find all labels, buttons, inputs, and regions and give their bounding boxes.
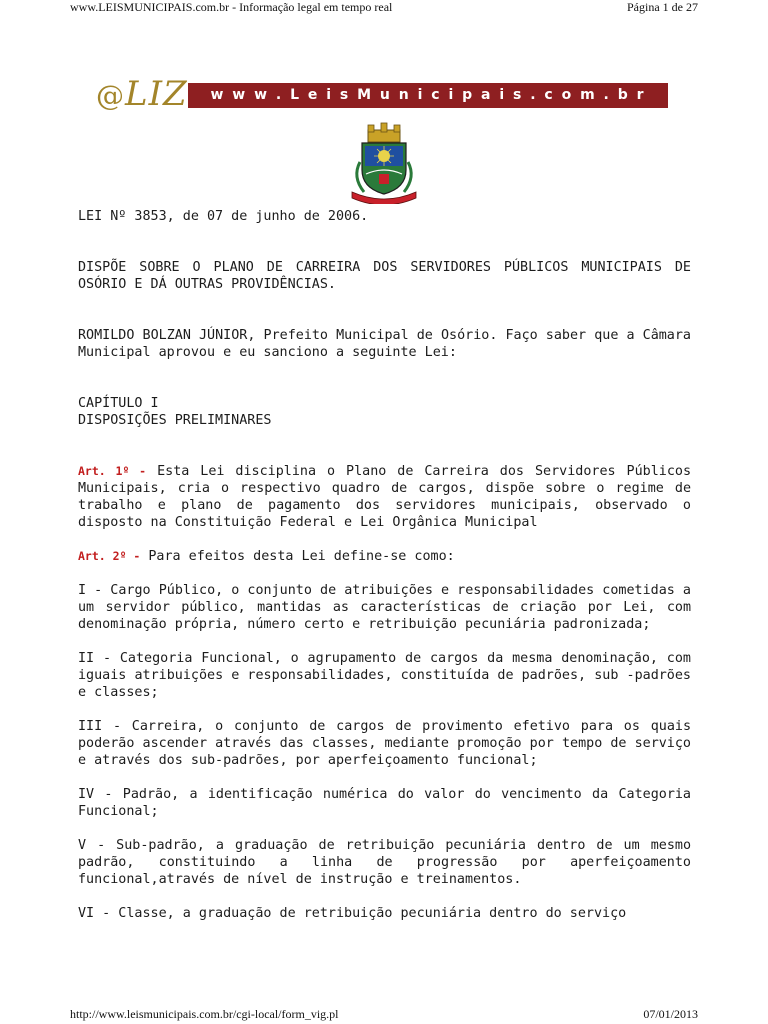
- print-header-page-number: Página 1 de 27: [627, 0, 698, 14]
- article-2: [78, 548, 691, 565]
- article-1-label: Art. 1º -: [78, 464, 147, 478]
- municipal-coat-of-arms-icon: [346, 122, 422, 204]
- law-title: LEI Nº 3853, de 07 de junho de 2006.: [78, 209, 369, 224]
- chapter-title: DISPOSIÇÕES PRELIMINARES: [78, 413, 272, 428]
- article-2-text: Para efeitos desta Lei define-se como:: [148, 549, 455, 564]
- liz-logo: [96, 76, 188, 112]
- site-banner: [96, 76, 668, 112]
- article-2-label: Art. 2º -: [78, 549, 141, 563]
- article-2-item: IV - Padrão, a identificação numérica do valor do vencimento da Categoria Funcional;: [78, 787, 691, 819]
- article-1: [78, 463, 691, 531]
- article-1-text: Esta Lei disciplina o Plano de Carreira dos Servidores Públicos Municipais, cria o respectivo quadro de cargos, dispõe sobre o regime de trabalho e plano de pagamento dos servidores municipais, observado o disposto na Constituição Federal e Lei Orgânica Municipal: [78, 464, 692, 530]
- logo-text: LIZ: [125, 74, 188, 114]
- article-2-item: I - Cargo Público, o conjunto de atribuições e responsabilidades cometidas a um servidor público, mantidas as características de criação por Lei, com denominação própria, número certo e retribuição pecuniária padronizada;: [78, 583, 691, 632]
- print-footer: [70, 1006, 698, 1022]
- article-2-item: V - Sub-padrão, a graduação de retribuição pecuniária dentro de um mesmo padrão, constituindo a linha de progressão por aperfeiçoamento funcional,através de nível de instrução e treinamentos.: [78, 838, 691, 887]
- chapter-number: CAPÍTULO I: [78, 396, 159, 411]
- print-header-site: www.LEISMUNICIPAIS.com.br - Informação legal em tempo real: [70, 0, 393, 14]
- article-2-item: II - Categoria Funcional, o agrupamento de cargos da mesma denominação, com iguais atribuições e responsabilidades, constituída de padrões, sub -padrões e classes;: [78, 651, 691, 700]
- law-ementa: DISPÕE SOBRE O PLANO DE CARREIRA DOS SERVIDORES PÚBLICOS MUNICIPAIS DE OSÓRIO E DÁ OUTRAS PROVIDÊNCIAS.: [78, 260, 691, 292]
- law-document: [78, 208, 691, 922]
- print-header: [70, 0, 698, 16]
- law-preamble: ROMILDO BOLZAN JÚNIOR, Prefeito Municipal de Osório. Faço saber que a Câmara Municipal aprovou e eu sanciono a seguinte Lei:: [78, 328, 691, 360]
- article-2-item: VI - Classe, a graduação de retribuição pecuniária dentro do serviço: [78, 906, 627, 921]
- banner-url-bar: w w w . L e i s M u n i c i p a i s . c o m . b r: [188, 83, 668, 108]
- article-2-item: III - Carreira, o conjunto de cargos de provimento efetivo para os quais poderão ascender através das classes, mediante promoção por tempo de serviço e através dos sub-padrões, por aperfeiçoamento funcional;: [78, 719, 691, 768]
- print-footer-date: 07/01/2013: [643, 1007, 698, 1021]
- print-footer-url: http://www.leismunicipais.com.br/cgi-local/form_vig.pl: [70, 1007, 339, 1021]
- logo-at-sign: @: [96, 79, 125, 112]
